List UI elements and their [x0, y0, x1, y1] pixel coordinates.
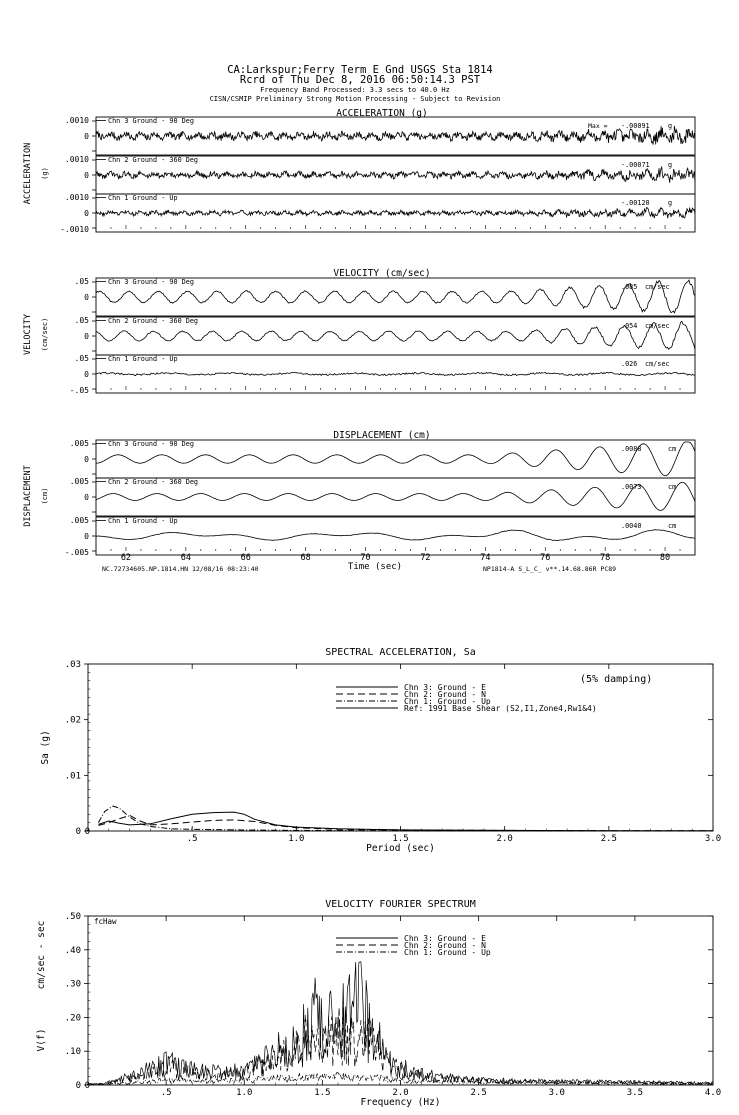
vel-group-title: VELOCITY (cm/sec) [333, 268, 431, 279]
y-tick-label-max: .0010 [64, 193, 89, 202]
y-tick-label-zero: 0 [84, 171, 89, 180]
x-axis-label: Frequency (Hz) [360, 1097, 441, 1108]
y-tick-label-zero: 0 [84, 293, 89, 302]
dis-channel-trace [96, 530, 695, 541]
frequency-band: Frequency Band Processed: 3.3 secs to 40.0 Hz [260, 86, 450, 94]
x-tick-label: 2.0 [496, 834, 513, 844]
acc-channel-trace [96, 208, 695, 219]
acc-channel-label: Chn 1 Ground - Up [108, 194, 178, 202]
time-tick-label: 74 [480, 553, 491, 563]
x-tick-label: 4.0 [704, 1088, 722, 1098]
plot-frame [88, 664, 713, 831]
time-axis-footer [102, 562, 616, 573]
acc-channel-trace [96, 167, 695, 183]
acc-channel-max: -.00120 [621, 199, 650, 207]
vel-channel-label: Chn 2 Ground - 360 Deg [108, 317, 199, 325]
corner-label: fcHaw [94, 917, 117, 926]
acc-channel-unit: g [668, 199, 673, 207]
origin-label: 0 [84, 1081, 90, 1091]
damping-annotation: (5% damping) [580, 674, 653, 685]
spectral-acceleration-chart [40, 647, 721, 854]
dis-channel-max: .0073 [621, 483, 642, 491]
station-title: CA:Larkspur;Ferry Term E Gnd USGS Sta 1814 [227, 64, 493, 76]
vel-channel-label: Chn 3 Ground - 90 Deg [108, 278, 194, 286]
dis-channel-unit: cm [668, 445, 677, 453]
x-tick-label: 1.0 [236, 1088, 253, 1098]
y-axis-label-vf: V(f) [36, 1028, 47, 1052]
y-tick-label: .50 [64, 912, 81, 922]
chart-title: SPECTRAL ACCELERATION, Sa [325, 647, 476, 658]
y-tick-label: .30 [64, 979, 81, 990]
x-tick-label: 3.0 [704, 834, 722, 844]
dis-channel-1 [70, 477, 695, 516]
dis-channel-unit: cm [668, 483, 677, 491]
dis-channel-max: .0040 [621, 522, 642, 530]
dis-channel-unit: cm [668, 522, 677, 530]
vel-channel-max: .085 [621, 283, 638, 291]
y-tick-label: 0 [75, 827, 81, 837]
y-tick-label-max: .05 [74, 277, 89, 286]
x-tick-label: 3.0 [548, 1088, 565, 1098]
y-tick-label: .20 [64, 1013, 81, 1024]
x-tick-label: 1.5 [314, 1088, 331, 1098]
vel-channel-max: .054 [621, 322, 638, 330]
processing-note: CISN/CSMIP Preliminary Strong Motion Processing - Subject to Revision [209, 95, 501, 103]
acc-group [23, 108, 695, 234]
vel-unit-label: (cm/sec) [41, 317, 49, 352]
acc-channel-max: -.00071 [621, 161, 650, 169]
origin-label: 0 [84, 827, 90, 837]
legend-entry: Chn 1: Ground - Up [404, 697, 491, 706]
series-trace [98, 812, 713, 831]
dis-group [23, 430, 695, 557]
vel-channel-trace [96, 372, 695, 375]
x-tick-label: 2.5 [470, 1088, 487, 1098]
dis-side-label: DISPLACEMENT [23, 465, 33, 527]
y-tick-label-max: .0010 [64, 116, 89, 125]
y-tick-label-zero: 0 [84, 370, 89, 379]
y-tick-label-zero: 0 [84, 332, 89, 341]
dis-channel-2 [65, 516, 695, 557]
legend-entry: Chn 1: Ground - Up [404, 948, 491, 957]
vel-channel-unit: cm/sec [645, 360, 670, 368]
legend-entry: Chn 3: Ground - E [404, 683, 486, 692]
y-tick-label: .40 [64, 945, 81, 956]
y-axis-label-units: cm/sec - sec [36, 920, 47, 990]
time-axis-label: Time (sec) [347, 562, 403, 572]
y-tick-label: .10 [64, 1047, 81, 1058]
dis-channel-trace [96, 482, 695, 510]
record-date: Rcrd of Thu Dec 8, 2016 06:50:14.3 PST [239, 74, 481, 86]
vel-channel-2 [70, 354, 695, 395]
spectral-charts [36, 647, 721, 1108]
time-tick-label: 70 [360, 553, 371, 563]
legend-entry: Ref: 1991 Base Shear (S2,I1,Zone4,Rw1&4) [404, 704, 597, 713]
dis-channel-max: .0088 [621, 445, 642, 453]
vel-channel-max: .026 [621, 360, 638, 368]
x-tick-label: 1.5 [392, 834, 409, 844]
x-tick-label: .5 [160, 1088, 172, 1098]
dis-group-title: DISPLACEMENT (cm) [333, 430, 431, 441]
vel-channel-unit: cm/sec [645, 322, 670, 330]
vel-channel-trace [96, 321, 695, 349]
acc-channel-label: Chn 2 Ground - 360 Deg [108, 156, 199, 164]
y-tick-label-min: -.0010 [60, 225, 89, 234]
series-trace [88, 962, 713, 1085]
vel-channel-0 [75, 277, 695, 316]
acc-unit-label: (g) [41, 167, 49, 180]
y-tick-label-zero: 0 [84, 455, 89, 464]
time-tick-label: 66 [240, 553, 251, 563]
y-tick-label-zero: 0 [84, 532, 89, 541]
x-tick-label: 2.0 [392, 1088, 409, 1098]
time-tick-label: 72 [420, 553, 431, 563]
x-axis-label: Period (sec) [366, 843, 435, 854]
series-trace [98, 815, 713, 830]
series-trace [98, 806, 713, 831]
acc-group-title: ACCELERATION (g) [336, 108, 428, 119]
y-tick-label-max: .05 [74, 354, 89, 363]
acc-channel-0 [65, 116, 695, 155]
dis-channel-label: Chn 3 Ground - 90 Deg [108, 440, 194, 448]
record-header [210, 64, 501, 103]
acc-channel-unit: g [668, 161, 673, 169]
vel-channel-1 [75, 316, 695, 355]
time-tick-label: 80 [659, 553, 671, 563]
acc-side-label: ACCELERATION [23, 142, 33, 205]
y-tick-label-max: .005 [69, 439, 89, 448]
time-tick-label: 62 [120, 553, 132, 563]
max-prefix: Max = [588, 122, 608, 130]
acc-channel-max: -.00091 [621, 122, 650, 130]
dis-unit-label: (cm) [41, 487, 49, 505]
vel-channel-label: Chn 1 Ground - Up [108, 355, 178, 363]
y-tick-label: .02 [64, 715, 81, 726]
acc-channel-unit: g [668, 122, 673, 130]
time-series-panels [23, 108, 695, 563]
acc-channel-2 [60, 193, 695, 234]
vel-side-label: VELOCITY [23, 314, 33, 355]
legend-entry: Chn 3: Ground - E [404, 934, 486, 943]
y-tick-label-zero: 0 [84, 209, 89, 218]
y-tick-label-zero: 0 [84, 493, 89, 502]
velocity-fourier-chart [36, 899, 721, 1108]
processing-id-footer: NP1814-A S_L_C_ v**.14.68.86R PC89 [483, 565, 617, 573]
y-tick-label-max: .0010 [64, 155, 89, 164]
y-tick-label-min: -.005 [64, 548, 89, 557]
time-tick-label: 64 [180, 553, 191, 563]
time-tick-label: 76 [540, 553, 551, 563]
y-tick-label-min: -.05 [69, 386, 89, 395]
vel-group [23, 268, 695, 395]
y-axis-label: Sa (g) [40, 730, 51, 765]
x-tick-label: 2.5 [600, 834, 617, 844]
chart-title: VELOCITY FOURIER SPECTRUM [325, 899, 476, 910]
y-tick-label-max: .005 [69, 516, 89, 525]
acc-channel-label: Chn 3 Ground - 90 Deg [108, 117, 194, 125]
record-id-footer: NC.72734605.NP.1814.HN 12/08/16 08:23:40 [102, 565, 259, 573]
legend-entry: Chn 2: Ground - N [404, 941, 486, 950]
time-tick-label: 78 [600, 553, 611, 563]
dis-channel-0 [70, 439, 695, 478]
x-tick-label: 3.5 [626, 1088, 644, 1098]
dis-channel-label: Chn 2 Ground - 360 Deg [108, 478, 199, 486]
y-tick-label: 0 [75, 1081, 81, 1091]
y-tick-label-max: .005 [69, 477, 89, 486]
series-trace [88, 1007, 713, 1085]
acc-channel-1 [65, 155, 695, 194]
legend-entry: Chn 2: Ground - N [404, 690, 486, 699]
vel-channel-unit: cm/sec [645, 283, 670, 291]
dis-channel-label: Chn 1 Ground - Up [108, 517, 178, 525]
x-tick-label: 1.0 [288, 834, 305, 844]
y-tick-label-zero: 0 [84, 132, 89, 141]
y-tick-label-max: .05 [74, 316, 89, 325]
y-tick-label: .03 [64, 660, 81, 670]
time-tick-label: 68 [300, 553, 311, 563]
y-tick-label: .01 [64, 771, 81, 782]
plot-frame [88, 916, 713, 1085]
x-tick-label: .5 [186, 834, 198, 844]
